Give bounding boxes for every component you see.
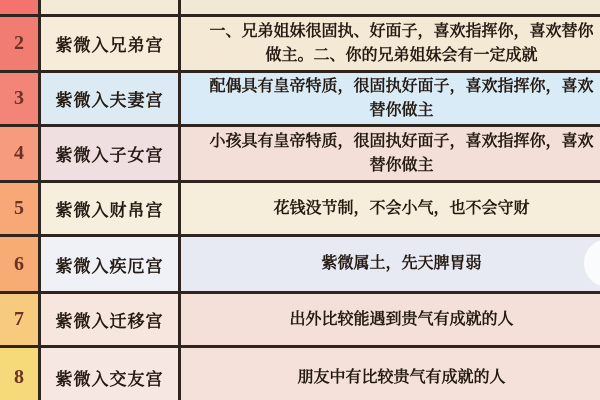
description-cell bbox=[181, 127, 600, 180]
description-line: 朋友中有比较贵气有成就的人 bbox=[297, 368, 506, 386]
description-line: 替你做主 bbox=[369, 156, 434, 174]
table-row bbox=[0, 180, 600, 234]
description-line: 配偶具有皇帝特质，很固执好面子，喜欢指挥你，喜欢 bbox=[209, 77, 594, 95]
description-line: 紫微属土，先天脾胃弱 bbox=[321, 255, 482, 272]
description-line: 做主。二、你的兄弟姐妹会有一定成就 bbox=[265, 46, 538, 64]
row-number: 6 bbox=[0, 237, 41, 291]
table-row bbox=[0, 70, 600, 124]
palace-name: 紫微入兄弟宫 bbox=[41, 17, 181, 70]
description-line: 小孩具有皇帝特质，很固执好面子，喜欢指挥你，喜欢 bbox=[209, 132, 594, 150]
row-number: 2 bbox=[0, 17, 41, 70]
row-number: 7 bbox=[0, 294, 41, 345]
description-line: 花钱没节制，不会小气，也不会守财 bbox=[273, 199, 530, 217]
row-number: 8 bbox=[0, 348, 41, 400]
row-number: 4 bbox=[0, 127, 41, 180]
palace-name: 紫微入迁移宫 bbox=[41, 294, 181, 345]
row-number bbox=[0, 0, 41, 14]
description-cell bbox=[181, 0, 600, 14]
row-number: 3 bbox=[0, 73, 41, 124]
table-row bbox=[0, 345, 600, 400]
palace-name: 紫微入交友宫 bbox=[41, 348, 181, 400]
palace-name: 紫微入夫妻宫 bbox=[41, 73, 181, 124]
table-row bbox=[0, 14, 600, 70]
description-line: 出外比较能遇到贵气有成就的人 bbox=[289, 310, 514, 328]
palace-name: 紫微入财帛宫 bbox=[41, 183, 181, 234]
description-cell bbox=[181, 348, 600, 400]
description-cell bbox=[181, 73, 600, 124]
table-row bbox=[0, 234, 600, 291]
row-number: 5 bbox=[0, 183, 41, 234]
description-cell bbox=[181, 183, 600, 234]
description-cell bbox=[181, 294, 600, 345]
palace-name bbox=[41, 0, 181, 14]
palace-name: 紫微入子女宫 bbox=[41, 127, 181, 180]
description-line: 替你做主 bbox=[369, 101, 434, 119]
description-cell bbox=[181, 17, 600, 70]
table-row bbox=[0, 0, 600, 14]
description-line: 一、兄弟姐妹很固执、好面子，喜欢指挥你，喜欢替你 bbox=[209, 22, 594, 40]
table-row bbox=[0, 291, 600, 345]
table-row bbox=[0, 124, 600, 180]
description-cell bbox=[181, 237, 600, 291]
palace-name: 紫微入疾厄宫 bbox=[41, 237, 181, 291]
